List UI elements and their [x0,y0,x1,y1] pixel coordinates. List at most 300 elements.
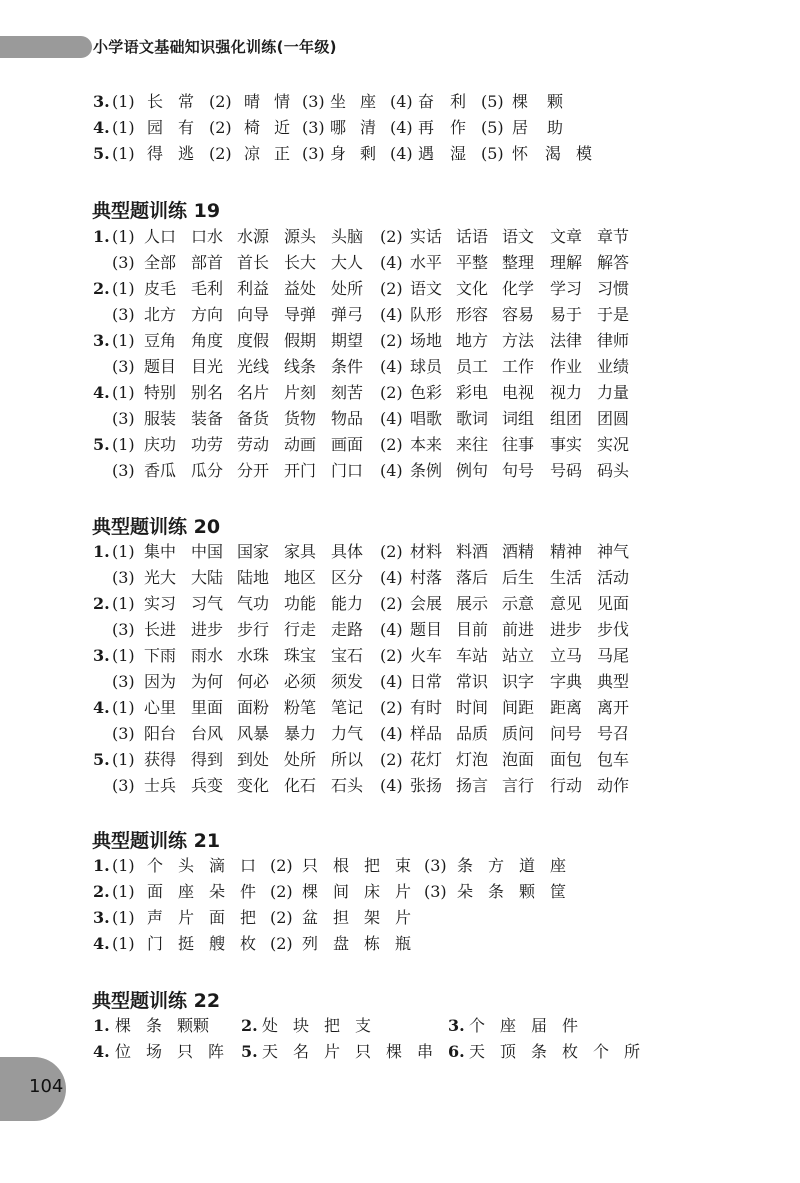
sub-item-label: (1) [112,882,135,901]
answer-word: 粉笔 [284,698,317,717]
answer-word: 全部 [144,253,177,272]
answer-word: 只 [355,1042,372,1061]
answer-word: 弹弓 [331,305,364,324]
answer-word: 离开 [597,698,630,717]
answer-word: 生活 [550,568,583,587]
answer-word: 块 [293,1016,310,1035]
question-number: 4. [93,118,110,137]
answer-word: 担 [333,908,350,927]
answer-word: 站立 [502,646,535,665]
answer-word: 宝石 [331,646,364,665]
answer-word: 活动 [597,568,630,587]
answer-word: 场 [146,1042,163,1061]
sub-item-label: (3) [112,357,135,376]
question-number: 4. [93,1042,110,1061]
question-number: 1. [93,1016,110,1035]
answer-word: 分开 [237,461,270,480]
page-number: 104 [29,1076,64,1097]
answer-word: 长大 [284,253,317,272]
answer-word: 面包 [550,750,583,769]
answer-word: 居 [512,118,529,137]
answer-word: 球员 [410,357,443,376]
sub-item-label: (2) [209,144,232,163]
section-title: 典型题训练 19 [92,200,221,222]
answer-word: 个 [469,1016,486,1035]
answer-word: 位 [115,1042,132,1061]
answer-word: 方向 [191,305,224,324]
answer-word: 团圆 [597,409,630,428]
answer-word: 只 [302,856,319,875]
sub-item-label: (2) [270,908,293,927]
answer-word: 前进 [502,620,535,639]
answer-word: 陆地 [237,568,270,587]
answer-word: 物品 [331,409,364,428]
answer-word: 正 [274,144,291,163]
answer-word: 里面 [191,698,224,717]
answer-word: 源头 [284,227,317,246]
sub-item-label: (1) [112,750,135,769]
answer-word: 盘 [333,934,350,953]
sub-item-label: (3) [112,305,135,324]
answer-word: 后生 [502,568,535,587]
answer-word: 日常 [410,672,443,691]
answer-word: 号码 [550,461,583,480]
sub-item-label: (1) [112,856,135,875]
answer-word: 气功 [237,594,270,613]
section-title: 典型题训练 21 [92,830,221,852]
answer-word: 水平 [410,253,443,272]
answer-word: 列 [302,934,319,953]
answer-word: 解答 [597,253,630,272]
sub-item-label: (2) [380,750,403,769]
sub-item-label: (3) [424,856,447,875]
answer-word: 片 [395,908,412,927]
answer-word: 首长 [237,253,270,272]
answer-word: 别名 [191,383,224,402]
answer-word: 把 [240,908,257,927]
answer-word: 典型 [597,672,630,691]
sub-item-label: (3) [112,253,135,272]
sub-item-label: (4) [390,118,413,137]
answer-word: 因为 [144,672,177,691]
answer-word: 组团 [550,409,583,428]
answer-word: 艘 [209,934,226,953]
answer-word: 间距 [502,698,535,717]
answer-word: 句号 [502,461,535,480]
answer-word: 处 [262,1016,279,1035]
answer-word: 导弹 [284,305,317,324]
answer-word: 天 [262,1042,279,1061]
answer-word: 利 [450,92,467,111]
answer-word: 村落 [410,568,443,587]
answer-word: 于是 [597,305,630,324]
answer-word: 歌词 [456,409,489,428]
answer-word: 座 [178,882,195,901]
answer-word: 椅 [244,118,261,137]
question-number: 4. [93,698,110,717]
answer-word: 来往 [456,435,489,454]
answer-word: 学习 [550,279,583,298]
answer-word: 根 [333,856,350,875]
answer-word: 名片 [237,383,270,402]
answer-word: 暴力 [284,724,317,743]
answer-word: 动画 [284,435,317,454]
answer-word: 目光 [191,357,224,376]
answer-word: 例句 [456,461,489,480]
sub-item-label: (1) [112,383,135,402]
answer-word: 文章 [550,227,583,246]
answer-word: 货物 [284,409,317,428]
answer-word: 容易 [502,305,535,324]
question-number: 4. [93,934,110,953]
answer-word: 须发 [331,672,364,691]
answer-word: 进步 [550,620,583,639]
answer-word: 束 [395,856,412,875]
answer-word: 酒精 [502,542,535,561]
answer-word: 珠宝 [284,646,317,665]
answer-word: 心里 [144,698,177,717]
answer-word: 花灯 [410,750,443,769]
answer-word: 业绩 [597,357,630,376]
answer-word: 挺 [178,934,195,953]
answer-word: 何必 [237,672,270,691]
question-number: 5. [93,144,110,163]
answer-word: 兵变 [191,776,224,795]
answer-word: 扬言 [456,776,489,795]
answer-word: 习气 [191,594,224,613]
answer-word: 处所 [284,750,317,769]
answer-word: 怀 [512,144,529,163]
sub-item-label: (1) [112,279,135,298]
answer-word: 片 [178,908,195,927]
sub-item-label: (2) [380,279,403,298]
answer-word: 大人 [331,253,364,272]
answer-word: 哪 [330,118,347,137]
answer-word: 开门 [284,461,317,480]
answer-word: 再 [418,118,435,137]
answer-word: 进步 [191,620,224,639]
answer-word: 问号 [550,724,583,743]
answer-word: 画面 [331,435,364,454]
answer-word: 遇 [418,144,435,163]
question-number: 3. [93,908,110,927]
answer-word: 假期 [284,331,317,350]
answer-word: 得到 [191,750,224,769]
answer-word: 会展 [410,594,443,613]
answer-word: 身 [330,144,347,163]
answer-word: 坐 [330,92,347,111]
answer-word: 习惯 [597,279,630,298]
sub-item-label: (3) [302,92,325,111]
sub-item-label: (1) [112,227,135,246]
answer-word: 近 [274,118,291,137]
answer-word: 条 [488,882,505,901]
answer-word: 料酒 [456,542,489,561]
sub-item-label: (2) [380,383,403,402]
answer-word: 实况 [597,435,630,454]
answer-word: 场地 [410,331,443,350]
answer-word: 话语 [456,227,489,246]
answer-word: 有 [178,118,195,137]
answer-word: 下雨 [144,646,177,665]
answer-word: 有时 [410,698,443,717]
sub-item-label: (2) [209,118,232,137]
answer-word: 处所 [331,279,364,298]
sub-item-label: (4) [380,357,403,376]
answer-word: 晴 [244,92,261,111]
answer-word: 阳台 [144,724,177,743]
answer-word: 光大 [144,568,177,587]
sub-item-label: (1) [112,594,135,613]
sub-item-label: (4) [390,92,413,111]
sub-item-label: (2) [209,92,232,111]
answer-word: 个 [593,1042,610,1061]
question-number: 5. [93,750,110,769]
answer-word: 瓶 [395,934,412,953]
answer-word: 刻苦 [331,383,364,402]
answer-word: 示意 [502,594,535,613]
answer-word: 利益 [237,279,270,298]
answer-word: 事实 [550,435,583,454]
answer-word: 情 [274,92,291,111]
answer-word: 向导 [237,305,270,324]
answer-word: 功能 [284,594,317,613]
answer-word: 台风 [191,724,224,743]
answer-word: 朵 [209,882,226,901]
answer-word: 备货 [237,409,270,428]
answer-word: 件 [240,882,257,901]
answer-word: 平整 [456,253,489,272]
question-number: 2. [93,279,110,298]
answer-word: 行走 [284,620,317,639]
answer-word: 词组 [502,409,535,428]
answer-word: 把 [324,1016,341,1035]
answer-word: 剩 [360,144,377,163]
answer-word: 为何 [191,672,224,691]
sub-item-label: (4) [380,620,403,639]
answer-word: 支 [355,1016,372,1035]
question-number: 1. [93,227,110,246]
sub-item-label: (4) [380,724,403,743]
question-number: 3. [93,646,110,665]
answer-word: 化学 [502,279,535,298]
answer-word: 识字 [502,672,535,691]
sub-item-label: (1) [112,646,135,665]
answer-word: 口 [240,856,257,875]
sub-item-label: (1) [112,698,135,717]
answer-word: 章节 [597,227,630,246]
answer-word: 力气 [331,724,364,743]
sub-item-label: (1) [112,331,135,350]
answer-word: 门口 [331,461,364,480]
sub-item-label: (2) [380,646,403,665]
answer-word: 面粉 [237,698,270,717]
answer-word: 样品 [410,724,443,743]
sub-item-label: (3) [112,776,135,795]
answer-word: 服装 [144,409,177,428]
sub-item-label: (4) [380,568,403,587]
question-number: 3. [93,92,110,111]
answer-word: 所以 [331,750,364,769]
answer-word: 题目 [144,357,177,376]
answer-word: 串 [417,1042,434,1061]
answer-word: 面 [147,882,164,901]
answer-word: 条 [531,1042,548,1061]
sub-item-label: (1) [112,144,135,163]
answer-word: 文化 [456,279,489,298]
answer-word: 视力 [550,383,583,402]
answer-word: 得 [147,144,164,163]
answer-word: 作业 [550,357,583,376]
answer-word: 家具 [284,542,317,561]
answer-word: 装备 [191,409,224,428]
answer-word: 色彩 [410,383,443,402]
answer-word: 具体 [331,542,364,561]
answer-word: 片 [395,882,412,901]
answer-word: 颗 [547,92,564,111]
answer-word: 泡面 [502,750,535,769]
answer-word: 地区 [284,568,317,587]
answer-word: 时间 [456,698,489,717]
answer-word: 座 [550,856,567,875]
question-number: 3. [93,331,110,350]
question-number: 1. [93,542,110,561]
answer-word: 逃 [178,144,195,163]
answer-word: 盆 [302,908,319,927]
section-title: 典型题训练 22 [92,990,221,1012]
answer-word: 目前 [456,620,489,639]
answer-word: 口水 [191,227,224,246]
answer-word: 线条 [284,357,317,376]
answer-word: 庆功 [144,435,177,454]
answer-word: 到处 [237,750,270,769]
answer-word: 颗颗 [177,1016,210,1035]
answer-word: 作 [450,118,467,137]
answer-word: 见面 [597,594,630,613]
sub-item-label: (3) [302,118,325,137]
section-title: 典型题训练 20 [92,516,221,538]
answer-word: 灯泡 [456,750,489,769]
answer-word: 部首 [191,253,224,272]
answer-word: 门 [147,934,164,953]
answer-word: 瓜分 [191,461,224,480]
answer-word: 步行 [237,620,270,639]
answer-word: 必须 [284,672,317,691]
answer-word: 律师 [597,331,630,350]
answer-word: 落后 [456,568,489,587]
answer-word: 枚 [562,1042,579,1061]
question-number: 2. [241,1016,258,1035]
answer-word: 获得 [144,750,177,769]
answer-word: 毛利 [191,279,224,298]
sub-item-label: (3) [424,882,447,901]
question-number: 2. [93,882,110,901]
answer-word: 行动 [550,776,583,795]
answer-word: 所 [624,1042,641,1061]
answer-word: 包车 [597,750,630,769]
answer-word: 顶 [500,1042,517,1061]
answer-word: 力量 [597,383,630,402]
answer-word: 笔记 [331,698,364,717]
answer-word: 号召 [597,724,630,743]
answer-word: 头 [178,856,195,875]
sub-item-label: (2) [270,934,293,953]
answer-word: 天 [469,1042,486,1061]
answer-word: 凉 [244,144,261,163]
question-number: 5. [93,435,110,454]
answer-word: 员工 [456,357,489,376]
answer-word: 棵 [302,882,319,901]
answer-word: 名 [293,1042,310,1061]
answer-word: 条 [457,856,474,875]
answer-word: 渴 [545,144,562,163]
answer-word: 清 [360,118,377,137]
answer-word: 筐 [550,882,567,901]
answer-word: 颗 [519,882,536,901]
answer-word: 常 [178,92,195,111]
answer-word: 棵 [386,1042,403,1061]
answer-word: 国家 [237,542,270,561]
sub-item-label: (1) [112,92,135,111]
answer-word: 化石 [284,776,317,795]
answer-word: 大陆 [191,568,224,587]
header-tab-decoration [0,36,92,58]
answer-word: 精神 [550,542,583,561]
sub-item-label: (3) [112,461,135,480]
answer-word: 法律 [550,331,583,350]
answer-word: 间 [333,882,350,901]
answer-word: 唱歌 [410,409,443,428]
sub-item-label: (4) [380,409,403,428]
answer-word: 品质 [456,724,489,743]
answer-word: 特别 [144,383,177,402]
answer-word: 电视 [502,383,535,402]
answer-word: 本来 [410,435,443,454]
answer-word: 石头 [331,776,364,795]
sub-item-label: (1) [112,435,135,454]
answer-word: 模 [576,144,593,163]
answer-word: 火车 [410,646,443,665]
answer-word: 只 [177,1042,194,1061]
answer-word: 雨水 [191,646,224,665]
sub-item-label: (2) [380,331,403,350]
answer-word: 头脑 [331,227,364,246]
answer-word: 工作 [502,357,535,376]
sub-item-label: (2) [380,542,403,561]
answer-word: 面 [209,908,226,927]
answer-word: 园 [147,118,164,137]
sub-item-label: (1) [112,908,135,927]
answer-word: 士兵 [144,776,177,795]
answer-word: 角度 [191,331,224,350]
answer-word: 豆角 [144,331,177,350]
sub-item-label: (2) [380,227,403,246]
sub-item-label: (2) [270,882,293,901]
answer-word: 常识 [456,672,489,691]
answer-word: 中国 [191,542,224,561]
answer-word: 北方 [144,305,177,324]
answer-word: 集中 [144,542,177,561]
sub-item-label: (2) [380,435,403,454]
answer-word: 度假 [237,331,270,350]
answer-word: 把 [364,856,381,875]
answer-word: 棵 [115,1016,132,1035]
question-number: 3. [448,1016,465,1035]
question-number: 5. [241,1042,258,1061]
answer-word: 助 [547,118,564,137]
answer-word: 意见 [550,594,583,613]
answer-word: 栋 [364,934,381,953]
